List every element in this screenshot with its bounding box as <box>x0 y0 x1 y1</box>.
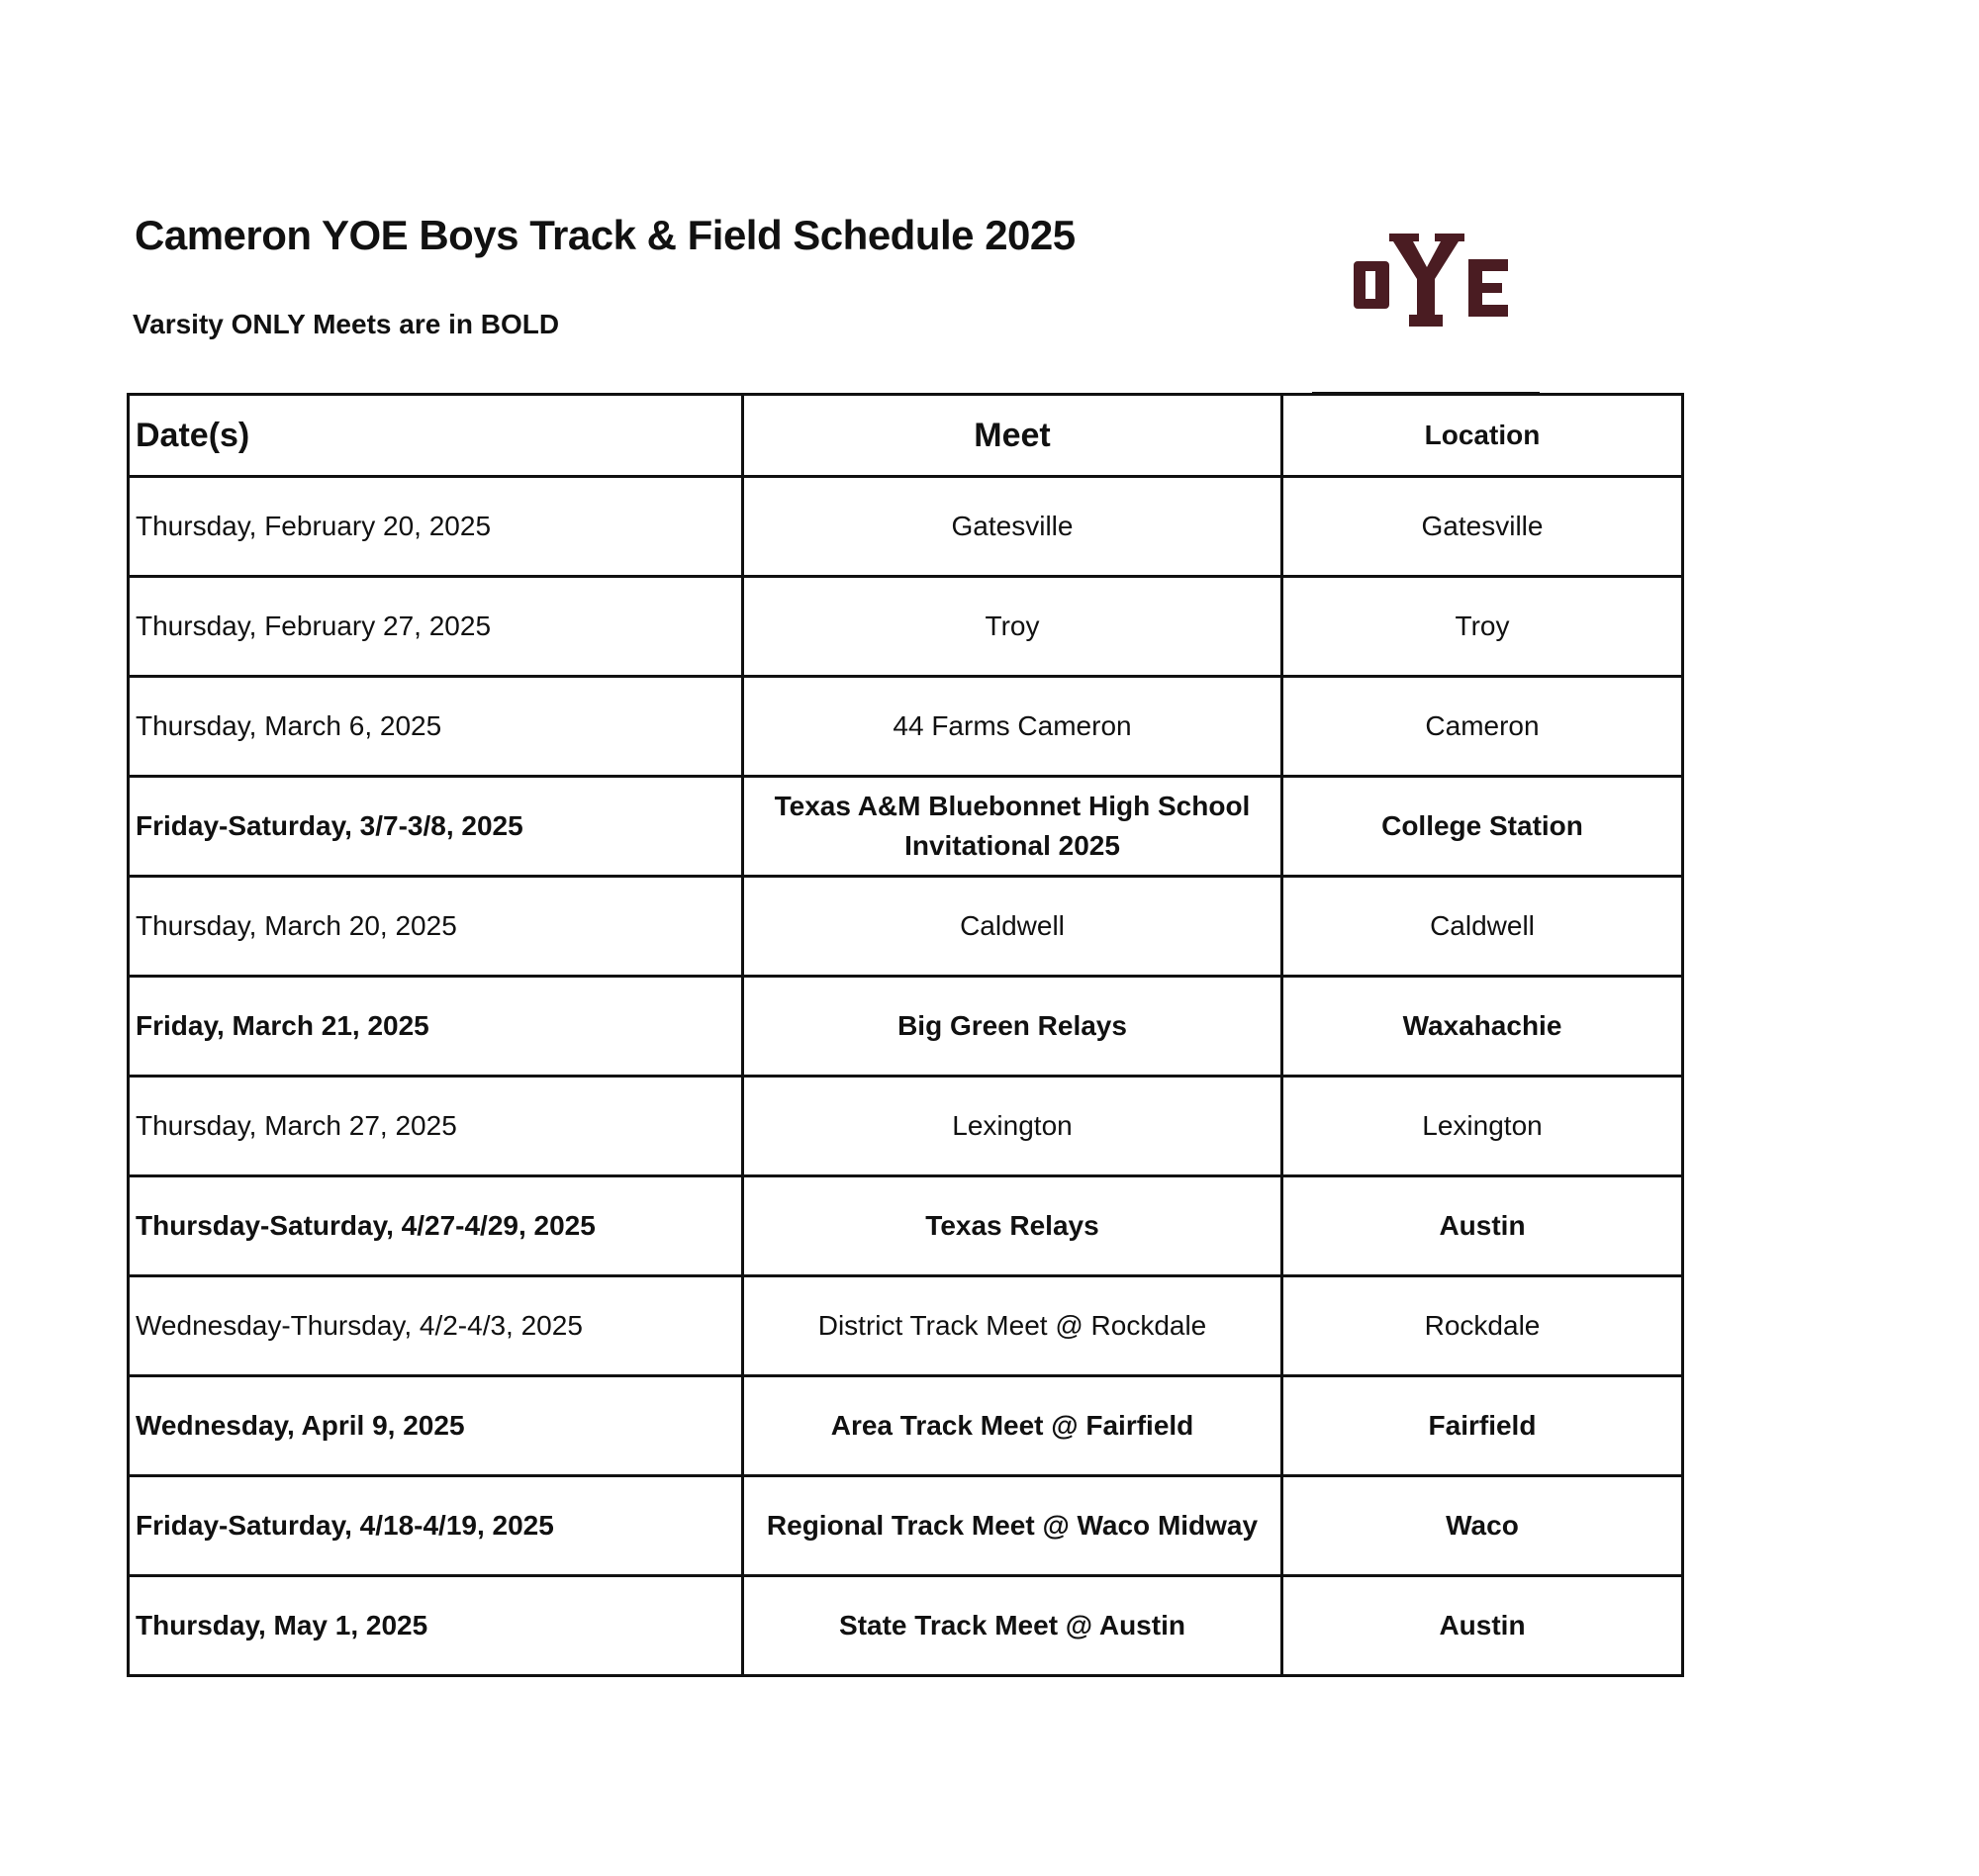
table-row <box>129 477 1683 577</box>
location-cell: Waco <box>1282 1476 1683 1576</box>
date-cell: Wednesday, April 9, 2025 <box>129 1376 743 1476</box>
location-cell: Rockdale <box>1282 1276 1683 1376</box>
meet-cell: Troy <box>743 577 1282 677</box>
table-row <box>129 1476 1683 1576</box>
location-cell: Austin <box>1282 1576 1683 1676</box>
date-cell: Thursday, March 27, 2025 <box>129 1077 743 1176</box>
meet-cell: Gatesville <box>743 477 1282 577</box>
table-row <box>129 1077 1683 1176</box>
schedule-table <box>127 393 1684 1677</box>
table-header-row <box>129 395 1683 477</box>
date-cell: Thursday-Saturday, 4/27-4/29, 2025 <box>129 1176 743 1276</box>
page-title: Cameron YOE Boys Track & Field Schedule 2025 <box>135 212 1076 258</box>
date-cell: Friday-Saturday, 3/7-3/8, 2025 <box>129 777 743 877</box>
table-row <box>129 677 1683 777</box>
table-row <box>129 777 1683 877</box>
meet-cell: 44 Farms Cameron <box>743 677 1282 777</box>
date-cell: Thursday, May 1, 2025 <box>129 1576 743 1676</box>
column-header-meet: Meet <box>743 395 1282 477</box>
meet-cell: Caldwell <box>743 877 1282 977</box>
date-cell: Thursday, March 20, 2025 <box>129 877 743 977</box>
date-cell: Thursday, February 27, 2025 <box>129 577 743 677</box>
table-row <box>129 577 1683 677</box>
meet-cell: Lexington <box>743 1077 1282 1176</box>
meet-cell: Texas Relays <box>743 1176 1282 1276</box>
column-header-dates: Date(s) <box>129 395 743 477</box>
date-cell: Wednesday-Thursday, 4/2-4/3, 2025 <box>129 1276 743 1376</box>
table-row <box>129 1176 1683 1276</box>
school-logo <box>1352 230 1510 328</box>
location-cell: Caldwell <box>1282 877 1683 977</box>
meet-cell: State Track Meet @ Austin <box>743 1576 1282 1676</box>
page-subtitle: Varsity ONLY Meets are in BOLD <box>133 309 560 339</box>
meet-cell: Regional Track Meet @ Waco Midway <box>743 1476 1282 1576</box>
table-row <box>129 877 1683 977</box>
location-cell: College Station <box>1282 777 1683 877</box>
table-row <box>129 977 1683 1077</box>
date-cell: Friday-Saturday, 4/18-4/19, 2025 <box>129 1476 743 1576</box>
table-row <box>129 1576 1683 1676</box>
meet-cell: District Track Meet @ Rockdale <box>743 1276 1282 1376</box>
meet-cell: Area Track Meet @ Fairfield <box>743 1376 1282 1476</box>
meet-cell: Big Green Relays <box>743 977 1282 1077</box>
location-cell: Gatesville <box>1282 477 1683 577</box>
location-cell: Cameron <box>1282 677 1683 777</box>
date-cell: Friday, March 21, 2025 <box>129 977 743 1077</box>
location-cell: Austin <box>1282 1176 1683 1276</box>
date-cell: Thursday, February 20, 2025 <box>129 477 743 577</box>
date-cell: Thursday, March 6, 2025 <box>129 677 743 777</box>
table-row <box>129 1376 1683 1476</box>
column-header-location: Location <box>1282 395 1683 477</box>
location-cell: Troy <box>1282 577 1683 677</box>
table-row <box>129 1276 1683 1376</box>
location-cell: Waxahachie <box>1282 977 1683 1077</box>
meet-cell: Texas A&M Bluebonnet High School Invitational 2025 <box>743 777 1282 877</box>
location-cell: Fairfield <box>1282 1376 1683 1476</box>
location-cell: Lexington <box>1282 1077 1683 1176</box>
